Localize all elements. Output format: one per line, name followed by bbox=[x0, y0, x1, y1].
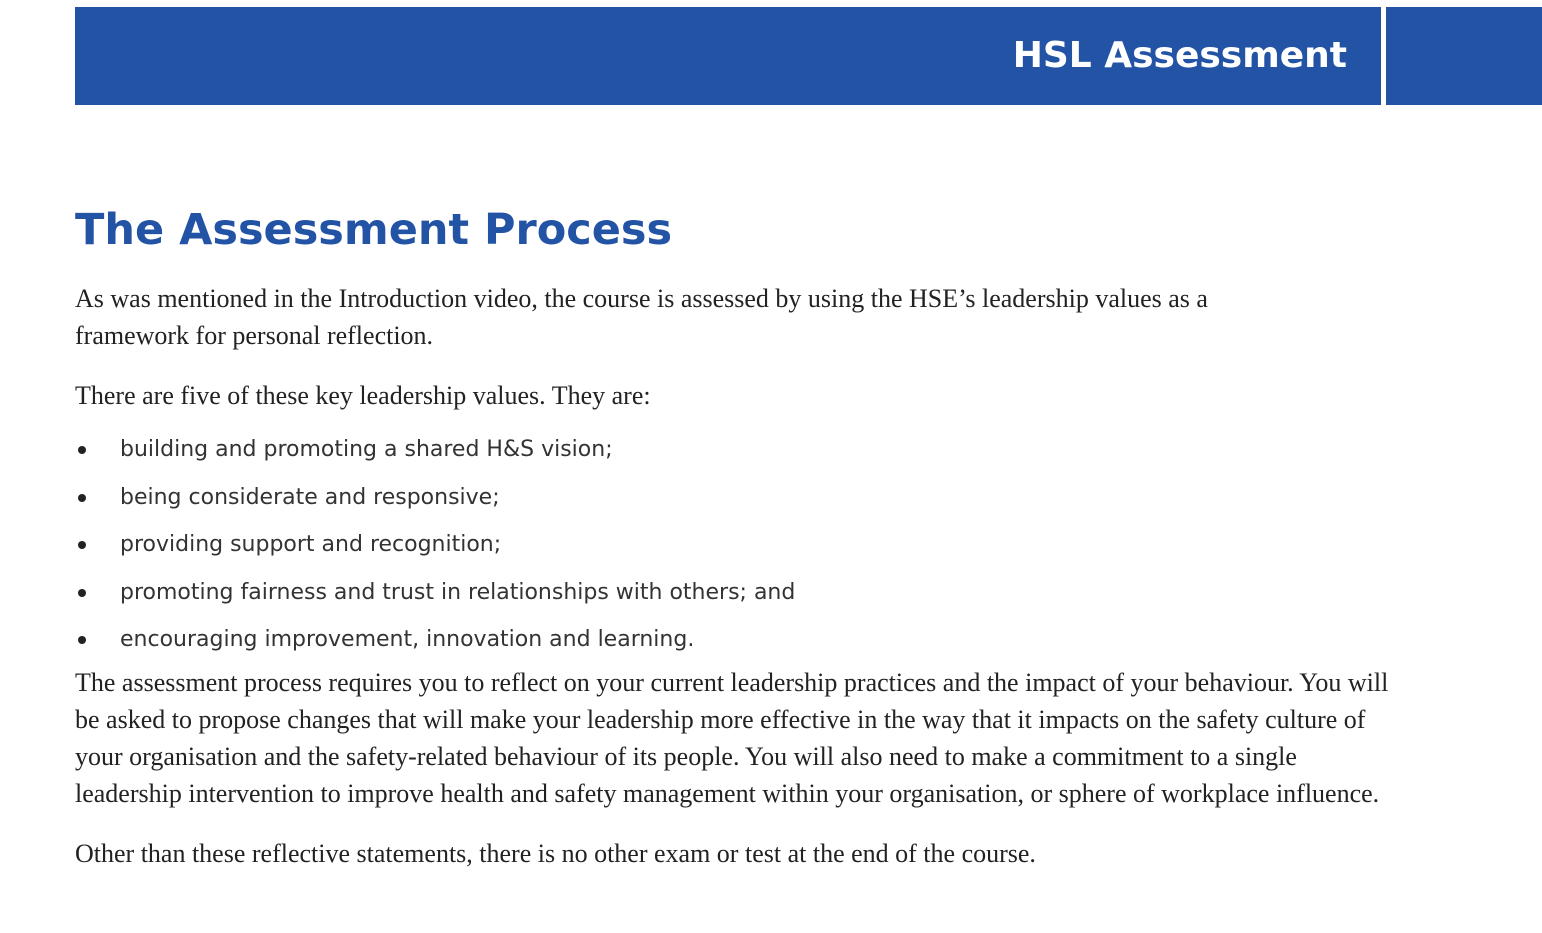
list-item bbox=[75, 474, 1395, 522]
list-item bbox=[75, 426, 1395, 474]
list-item-text: being considerate and responsive; bbox=[120, 484, 500, 510]
values-lead-paragraph: There are five of these key leadership values. They are: bbox=[75, 381, 651, 410]
leadership-values-list bbox=[75, 426, 1395, 664]
process-paragraph: The assessment process requires you to reflect on your current leadership practices and the impact of your behaviour. You will be asked to propose changes that will make your leadership more effective in the way that it impacts on the safety culture of your organisation and the safety-related behaviour of its people. You will also need to make a commitment to a single leadership intervention to improve health and safety management within your organisation, or sphere of workplace influence. bbox=[75, 667, 1389, 808]
header-banner bbox=[75, 7, 1381, 105]
intro-paragraph: As was mentioned in the Introduction video, the course is assessed by using the HSE’s leadership values as a framework for personal reflection. bbox=[75, 284, 1208, 350]
section-title: The Assessment Process bbox=[75, 205, 673, 255]
list-item-text: providing support and recognition; bbox=[120, 532, 502, 557]
main-content bbox=[75, 200, 1395, 872]
list-item-text: building and promoting a shared H&S vision; bbox=[120, 437, 613, 462]
bullet-icon bbox=[78, 446, 86, 454]
bullet-icon bbox=[78, 589, 86, 597]
list-item-text: encouraging improvement, innovation and learning. bbox=[120, 627, 695, 652]
list-item bbox=[75, 569, 1395, 617]
header-side-block bbox=[1386, 7, 1542, 105]
bullet-icon bbox=[78, 541, 86, 549]
list-item-text: promoting fairness and trust in relationships with others; and bbox=[120, 579, 796, 605]
page-header-title: HSL Assessment bbox=[1012, 35, 1347, 76]
closing-paragraph: Other than these reflective statements, there is no other exam or test at the end of the course. bbox=[75, 838, 1036, 868]
list-item bbox=[75, 521, 1395, 569]
bullet-icon bbox=[78, 636, 86, 644]
list-item bbox=[75, 616, 1395, 664]
bullet-icon bbox=[78, 494, 86, 502]
